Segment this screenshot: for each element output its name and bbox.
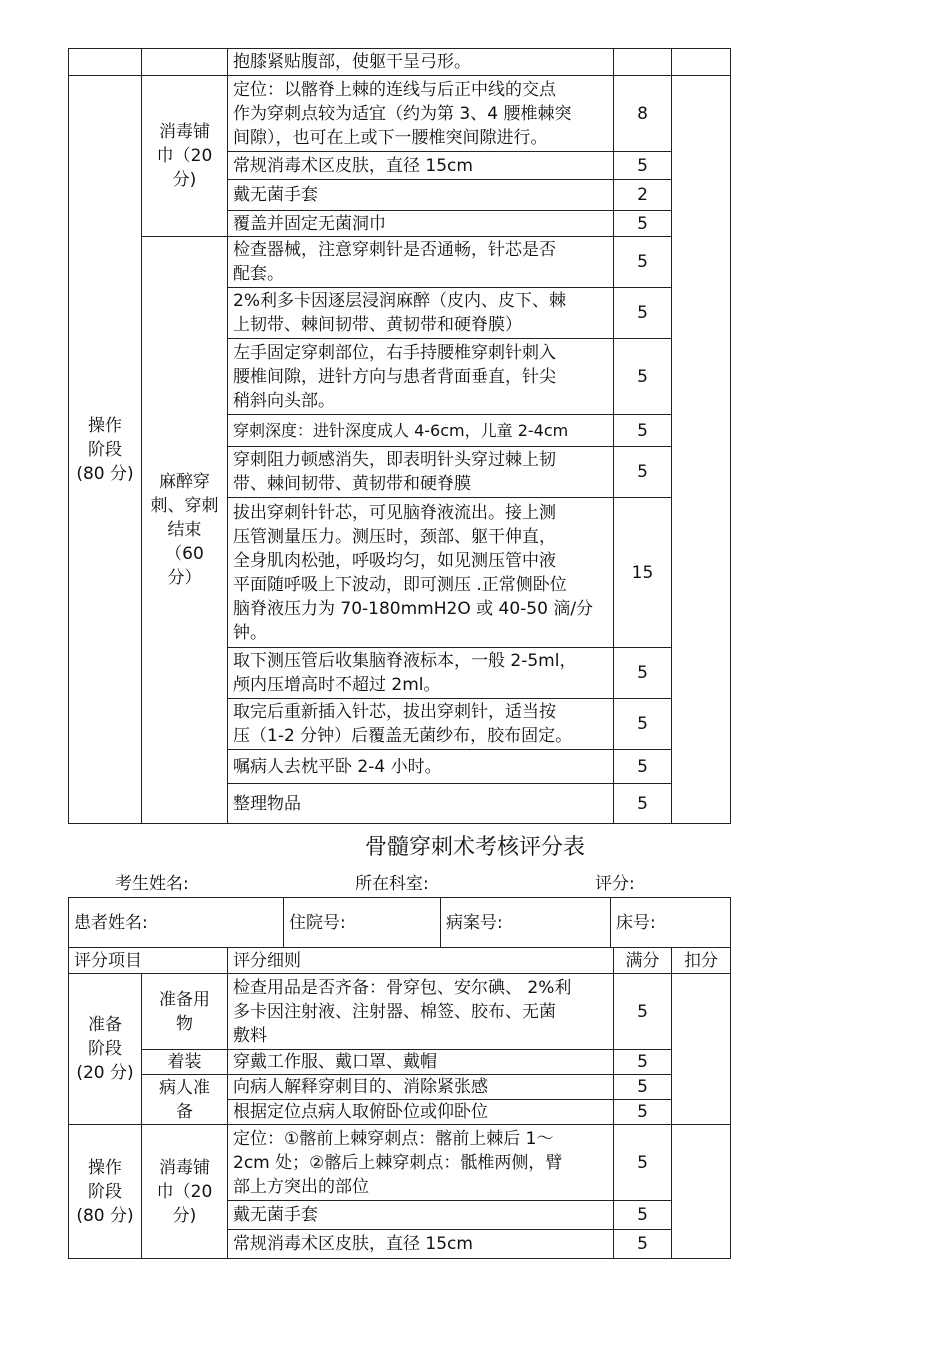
detail-cell: 常规消毒术区皮肤，直径 15cm [228, 1230, 614, 1259]
detail-cell: 穿戴工作服、戴口罩、戴帽 [228, 1050, 614, 1075]
detail-cell: 穿刺阻力顿感消失，即表明针头穿过棘上韧 带、棘间韧带、黄韧带和硬脊膜 [228, 447, 614, 498]
case-number-label: 病案号: [441, 898, 611, 948]
detail-cell: 取完后重新插入针芯，拔出穿刺针，适当按 压（1-2 分钟）后覆盖无菌纱布，胶布固定。 [228, 699, 614, 750]
detail-cell: 常规消毒术区皮肤，直径 15cm [228, 152, 614, 180]
header-item: 评分项目 [69, 948, 228, 974]
table-row [69, 1050, 731, 1075]
full-score-cell: 5 [614, 152, 672, 180]
stage-label: 操作 阶段 (80 分) [69, 76, 142, 824]
table-row [69, 76, 731, 152]
detail-cell: 嘱病人去枕平卧 2-4 小时。 [228, 750, 614, 784]
deduction-cell [672, 974, 731, 1125]
detail-cell: 左手固定穿刺部位，右手持腰椎穿刺针刺入 腰椎间隙，进针方向与患者背面垂直，针尖 稍斜向头部。 [228, 339, 614, 415]
full-score-cell: 5 [614, 1201, 672, 1230]
detail-cell: 戴无菌手套 [228, 1201, 614, 1230]
group-label-disinfect: 消毒铺 巾（20 分) [142, 1125, 228, 1259]
detail-cell: 定位：以髂脊上棘的连线与后正中线的交点 作为穿刺点较为适宜（约为第 3、4 腰椎棘突 间隙），也可在上或下一腰椎突间隙进行。 [228, 76, 614, 152]
full-score-cell: 5 [614, 339, 672, 415]
full-score-cell: 5 [614, 415, 672, 447]
full-score-cell: 5 [614, 237, 672, 288]
detail-cell: 根据定位点病人取俯卧位或仰卧位 [228, 1100, 614, 1125]
detail-cell: 向病人解释穿刺目的、消除紧张感 [228, 1075, 614, 1100]
group-label-dress: 着装 [142, 1050, 228, 1075]
full-score-cell: 5 [614, 1230, 672, 1259]
full-score-cell: 5 [614, 1125, 672, 1201]
detail-cell: 抱膝紧贴腹部，使躯干呈弓形。 [228, 49, 614, 76]
deduction-cell [672, 49, 731, 76]
group-cell-empty [142, 49, 228, 76]
stage-label-prep: 准备 阶段 (20 分) [69, 974, 142, 1125]
table-row [69, 898, 731, 948]
candidate-name-label: 考生姓名: [115, 874, 189, 894]
full-score-cell: 5 [614, 1100, 672, 1125]
detail-cell: 整理物品 [228, 784, 614, 824]
patient-info-table [68, 897, 731, 948]
full-score-cell: 5 [614, 974, 672, 1050]
table-row [69, 237, 731, 288]
stage-cell-empty [69, 49, 142, 76]
bone-marrow-table [68, 947, 731, 1259]
full-score-cell: 15 [614, 498, 672, 648]
full-score-cell [614, 49, 672, 76]
detail-cell: 检查用品是否齐备：骨穿包、安尔碘、 2%利 多卡因注射液、注射器、棉签、胶布、无菌 敷料 [228, 974, 614, 1050]
detail-cell: 取下测压管后收集脑脊液标本，一般 2-5ml， 颅内压增高时不超过 2ml。 [228, 648, 614, 699]
full-score-cell: 5 [614, 648, 672, 699]
department-label: 所在科室: [355, 874, 429, 894]
total-score-label: 评分: [595, 874, 635, 894]
detail-cell: 检查器械，注意穿刺针是否通畅，针芯是否 配套。 [228, 237, 614, 288]
full-score-cell: 5 [614, 1075, 672, 1100]
full-score-cell: 5 [614, 750, 672, 784]
deduction-cell [672, 76, 731, 824]
detail-cell: 2%利多卡因逐层浸润麻醉（皮内、皮下、棘 上韧带、棘间韧带、黄韧带和硬脊膜） [228, 288, 614, 339]
admission-number-label: 住院号: [284, 898, 441, 948]
deduction-cell [672, 1125, 731, 1259]
full-score-cell: 5 [614, 447, 672, 498]
header-deduction: 扣分 [672, 948, 731, 974]
detail-cell: 穿刺深度：进针深度成人 4-6cm，儿童 2-4cm [228, 415, 614, 447]
detail-cell: 拔出穿刺针针芯，可见脑脊液流出。接上测 压管测量压力。测压时，颈部、躯干伸直， 全身肌肉松弛，呼吸均匀，如见测压管中液 平面随呼吸上下波动，即可测压 .正常侧卧位 脑脊液压力为 70-180mmH2O 或 40-50 滴/分 钟。 [228, 498, 614, 648]
full-score-cell: 5 [614, 784, 672, 824]
group-label-disinfect: 消毒铺 巾（20 分) [142, 76, 228, 237]
table-row [69, 49, 731, 76]
group-label-patient-prep: 病人准 备 [142, 1075, 228, 1125]
full-score-cell: 8 [614, 76, 672, 152]
header-full-score: 满分 [614, 948, 672, 974]
bed-number-label: 床号: [611, 898, 731, 948]
header-detail: 评分细则 [228, 948, 614, 974]
table-row [69, 974, 731, 1050]
group-label-anesthesia: 麻醉穿 刺、穿刺 结束 （60 分） [142, 237, 228, 824]
detail-cell: 戴无菌手套 [228, 180, 614, 211]
table-header-row [69, 948, 731, 974]
page-title: 骨髓穿刺术考核评分表 [364, 835, 585, 860]
patient-name-label: 患者姓名: [69, 898, 284, 948]
stage-label-operation: 操作 阶段 (80 分) [69, 1125, 142, 1259]
full-score-cell: 5 [614, 1050, 672, 1075]
group-label-supplies: 准备用 物 [142, 974, 228, 1050]
lumbar-puncture-table [68, 48, 731, 824]
detail-cell: 定位：①髂前上棘穿刺点：髂前上棘后 1～ 2cm 处；②髂后上棘穿刺点：骶椎两侧，臂 部上方突出的部位 [228, 1125, 614, 1201]
full-score-cell: 5 [614, 288, 672, 339]
table-row [69, 1075, 731, 1100]
table-row [69, 1125, 731, 1201]
full-score-cell: 5 [614, 211, 672, 237]
detail-cell: 覆盖并固定无菌洞巾 [228, 211, 614, 237]
full-score-cell: 5 [614, 699, 672, 750]
full-score-cell: 2 [614, 180, 672, 211]
